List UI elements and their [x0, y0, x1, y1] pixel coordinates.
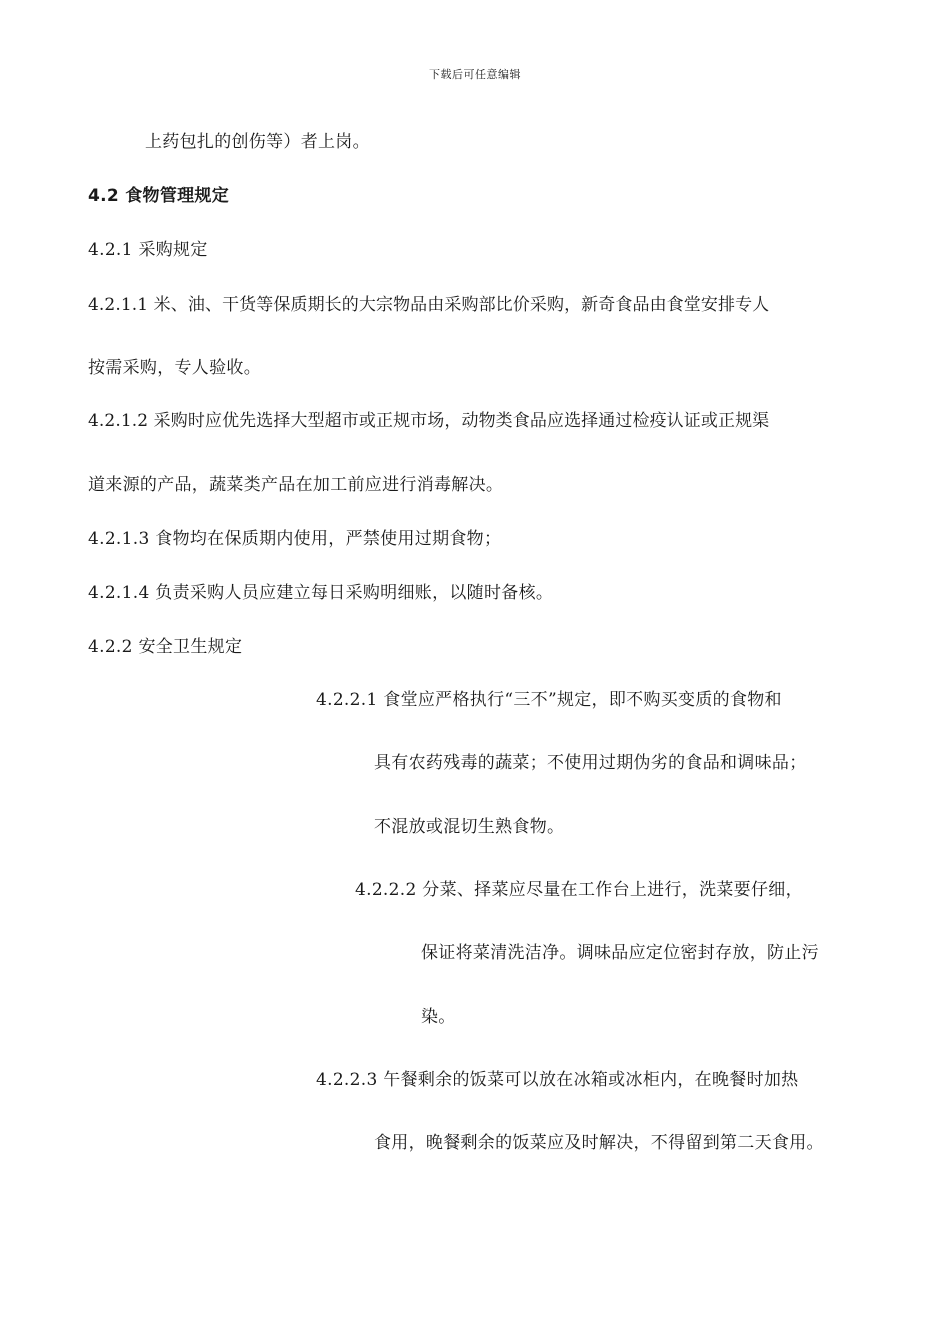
paragraph-line: 4.2.1.4 负责采购人员应建立每日采购明细账，以随时备核。: [88, 583, 554, 603]
paragraph-line: 按需采购，专人验收。: [88, 358, 261, 378]
page-header: 下载后可任意编辑: [429, 68, 521, 81]
section-heading: 4.2 食物管理规定: [88, 186, 230, 206]
paragraph-line: 保证将菜清洗洁净。调味品应定位密封存放，防止污: [421, 943, 819, 963]
paragraph-line: 染。: [421, 1007, 456, 1027]
paragraph-line: 不混放或混切生熟食物。: [374, 817, 565, 837]
paragraph-line: 4.2.2.1 食堂应严格执行“三不”规定，即不购买变质的食物和: [316, 690, 782, 710]
subsection-heading: 4.2.2 安全卫生规定: [88, 637, 243, 657]
paragraph-line: 4.2.1.1 米、油、干货等保质期长的大宗物品由采购部比价采购，新奇食品由食堂安排专人: [88, 295, 770, 315]
paragraph-line: 4.2.2.3 午餐剩余的饭菜可以放在冰箱或冰柜内，在晚餐时加热: [316, 1070, 799, 1090]
paragraph-line: 道来源的产品，蔬菜类产品在加工前应进行消毒解决。: [88, 475, 504, 495]
paragraph-line: 上药包扎的创伤等）者上岗。: [145, 132, 370, 152]
paragraph-line: 食用，晚餐剩余的饭菜应及时解决，不得留到第二天食用。: [374, 1133, 824, 1153]
paragraph-line: 4.2.1.3 食物均在保质期内使用，严禁使用过期食物；: [88, 529, 502, 549]
paragraph-line: 4.2.2.2 分菜、择菜应尽量在工作台上进行，洗菜要仔细，: [355, 880, 803, 900]
paragraph-line: 4.2.1.2 采购时应优先选择大型超市或正规市场，动物类食品应选择通过检疫认证或正规渠: [88, 411, 770, 431]
paragraph-line: 具有农药残毒的蔬菜；不使用过期伪劣的食品和调味品；: [374, 753, 807, 773]
subsection-heading: 4.2.1 采购规定: [88, 240, 208, 260]
